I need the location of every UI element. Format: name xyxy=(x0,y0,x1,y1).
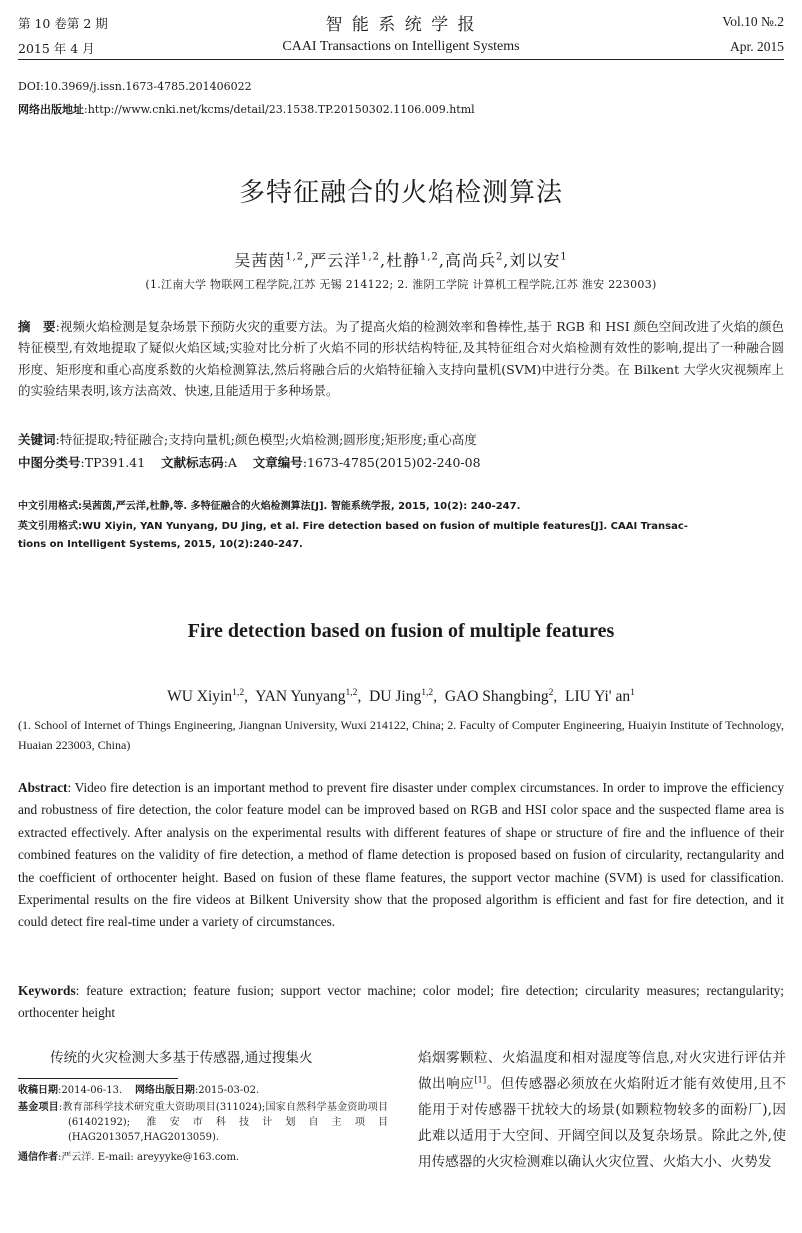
keywords-en-text: : feature extraction; feature fusion; support vector machine; color model; fire detection; circularity measures; rectangularity; orthocenter height xyxy=(18,983,784,1021)
abstract-cn-text: :视频火焰检测是复杂场景下预防火灾的重要方法。为了提高火焰的检测效率和鲁棒性,基于 RGB 和 HSI 颜色空间改进了火焰的颜色特征模型,有效地提取了疑似火焰区域;实验对比分析了火焰不同的形状结构特征,及其特征组合对火焰检测有效性的影响,提出了一种融合圆形度、矩形度和重心高度系数的火焰检测算法,然后将融合后的火焰特征输入支持向量机(SVM)中进行分类。在 Bilkent 大学火灾视频库上的实验结果表明,该方法高效、快速,且能适用于多种场景。 xyxy=(18,319,784,398)
article-no-value: :1673-4785(2015)02-240-08 xyxy=(302,455,481,470)
keywords-cn-label: 关键词 xyxy=(18,432,56,447)
footnote-dates xyxy=(18,1083,388,1098)
online-date-value: :2015-03-02. xyxy=(194,1085,260,1096)
journal-name-cn: 智 能 系 统 学 报 xyxy=(325,15,477,35)
corresponding-value: :严云洋. E-mail: areyyyke@163.com. xyxy=(58,1152,240,1163)
cn-author-affil-marker: 1,2 xyxy=(420,251,439,263)
keywords-cn xyxy=(18,429,784,450)
keywords-en-label: Keywords xyxy=(18,983,76,998)
volume-en: Vol.10 №.2 xyxy=(722,14,784,29)
cn-author-affil-marker: 1 xyxy=(560,251,568,263)
citation-en xyxy=(18,518,784,554)
cn-author-affil-marker: 2 xyxy=(495,251,504,263)
footnote-corresponding xyxy=(18,1150,388,1165)
keywords-cn-text: :特征提取;特征融合;支持向量机;颜色模型;火焰检测;圆形度;矩形度;重心高度 xyxy=(55,432,477,447)
en-author-separator: , xyxy=(244,688,256,705)
en-author-affil-marker: 1,2 xyxy=(421,686,434,698)
doc-code-label: 文献标志码 xyxy=(161,455,224,470)
citation-cn-label: 中文引用格式 xyxy=(18,501,78,512)
abstract-cn-label: 摘 要 xyxy=(18,319,56,334)
online-address-url: :http://www.cnki.net/kcms/detail/23.1538.TP.20150302.1106.009.html xyxy=(84,103,475,116)
abstract-cn xyxy=(18,316,784,401)
affiliation-en: (1. School of Internet of Things Engineering, Jiangnan University, Wuxi 214122, China; 2. Faculty of Computer Engineering, Huaiyin Institute of Technology, Huaian 223003, China) xyxy=(18,718,784,752)
en-author-name: LIU Yi' an xyxy=(565,688,631,705)
cn-author-name: 刘以安 xyxy=(509,251,561,270)
cn-author-name: 高尚兵 xyxy=(444,251,496,270)
online-date-label: 网络出版日期 xyxy=(134,1085,195,1096)
article-no-label: 文章编号 xyxy=(252,455,303,470)
cn-author-affil-marker: 1,2 xyxy=(361,251,380,263)
abstract-en xyxy=(18,777,784,934)
cn-author-affil-marker: 1,2 xyxy=(285,251,305,263)
abstract-en-label: Abstract xyxy=(18,780,68,795)
citation-cn xyxy=(18,498,784,516)
cn-author-separator: , xyxy=(503,251,510,270)
en-author-separator: , xyxy=(553,688,566,705)
abstract-en-text: : Video fire detection is an important method to prevent fire disaster under complex circumstances. In order to improve the efficiency and robustness of fire detection, the color feature model can be improved based on RGB and HSI color space and the suspected flame area is extracted effectively. After analysis on the experimental results with different features of shape or structure of fire and the influence of their combined features on the validity of fire detection, a method of flame detection is proposed based on fusion of circularity, rectangularity and the coefficient of orthocenter height. Based on fusion of these flame features, the support vector machine (SVM) is used for classification. Experimental results on the fire videos at Bilkent University show that the proposed algorithm is efficient and fast for fire detection, and it could detect fire real-time under a variety of circumstances. xyxy=(18,780,784,930)
en-author-name: GAO Shangbing xyxy=(444,688,549,705)
doc-code-value: :A xyxy=(223,455,237,470)
authors-cn xyxy=(0,248,802,271)
online-address-label: 网络出版地址 xyxy=(18,103,84,116)
online-address xyxy=(18,101,475,117)
en-author-name: YAN Yunyang xyxy=(255,688,346,705)
body-left-first-line: 传统的火灾检测大多基于传感器,通过搜集火 xyxy=(50,1050,313,1066)
cn-author-name: 严云洋 xyxy=(310,251,362,270)
fund-value: :教育部科学技术研究重大资助项目(311024);国家自然科学基金资助项目(61402192); 淮安市科技计划自主项目(HAG2013057,HAG2013059). xyxy=(58,1102,389,1143)
en-author-affil-marker: 1,2 xyxy=(232,686,245,698)
en-author-affil-marker: 1 xyxy=(630,686,635,698)
title-en: Fire detection based on fusion of multiple features xyxy=(187,620,615,642)
authors-en xyxy=(0,688,802,706)
cn-author-separator: , xyxy=(438,251,445,270)
cn-author-separator: , xyxy=(379,251,387,270)
body-right-text-a: 焰烟雾颗粒、火焰温度和相对湿度等信息,对火灾进行评估并做出响应 xyxy=(418,1050,786,1092)
en-author-name: WU Xiyin xyxy=(167,688,233,705)
cn-author-name: 吴茜茵 xyxy=(234,251,286,270)
body-right-column xyxy=(418,1045,786,1175)
citation-cn-text: :吴茜茵,严云洋,杜静,等. 多特征融合的火焰检测算法[J]. 智能系统学报, 2015, 10(2): 240-247. xyxy=(78,501,521,512)
en-author-affil-marker: 1,2 xyxy=(345,686,358,698)
journal-name-en: CAAI Transactions on Intelligent Systems xyxy=(282,39,520,54)
received-value: :2014-06-13. xyxy=(58,1085,123,1096)
issue-date-en: Apr. 2015 xyxy=(730,39,784,54)
en-author-affil-marker: 2 xyxy=(548,686,554,698)
reference-marker[interactable]: [1] xyxy=(474,1074,487,1085)
citation-en-label: 英文引用格式 xyxy=(18,521,78,532)
fund-label: 基金项目 xyxy=(18,1102,59,1113)
header-rule xyxy=(18,59,784,60)
footnote-fund xyxy=(18,1100,388,1145)
footnote-rule xyxy=(18,1078,178,1079)
clc-value: :TP391.41 xyxy=(80,455,146,470)
page-title: 多特征融合的火焰检测算法 xyxy=(238,178,563,208)
citation-en-line1: :WU Xiyin, YAN Yunyang, DU Jing, et al. Fire detection based on fusion of multiple features[J]. CAAI Transac- xyxy=(78,521,688,532)
citation-en-line2: tions on Intelligent Systems, 2015, 10(2):240-247. xyxy=(18,539,303,550)
received-label: 收稿日期 xyxy=(18,1085,58,1096)
volume-issue: 第 10 卷第 2 期 xyxy=(18,16,108,31)
affiliation-cn: (1.江南大学 物联网工程学院,江苏 无锡 214122; 2. 淮阴工学院 计算机工程学院,江苏 淮安 223003) xyxy=(145,278,657,291)
classification xyxy=(18,452,784,473)
en-author-separator: , xyxy=(433,688,445,705)
issue-date: 2015 年 4 月 xyxy=(18,41,95,56)
en-author-name: DU Jing xyxy=(369,688,422,705)
clc-label: 中图分类号 xyxy=(18,455,81,470)
corresponding-label: 通信作者 xyxy=(18,1152,58,1163)
en-author-separator: , xyxy=(357,688,370,705)
body-right-text-b: 。但传感器必须放在火焰附近才能有效使用,且不能用于对传感器干扰较大的场景(如颗粒物较多的面粉厂),因此难以适用于大空间、开阔空间以及复杂场景。除此之外,使用传感器的火灾检测难以确认火灾位置、火焰大小、火势发 xyxy=(418,1076,787,1170)
cn-author-name: 杜静 xyxy=(386,251,421,270)
keywords-en xyxy=(18,980,784,1025)
doi: DOI:10.3969/j.issn.1673-4785.201406022 xyxy=(18,80,252,93)
cn-author-separator: , xyxy=(304,251,311,270)
